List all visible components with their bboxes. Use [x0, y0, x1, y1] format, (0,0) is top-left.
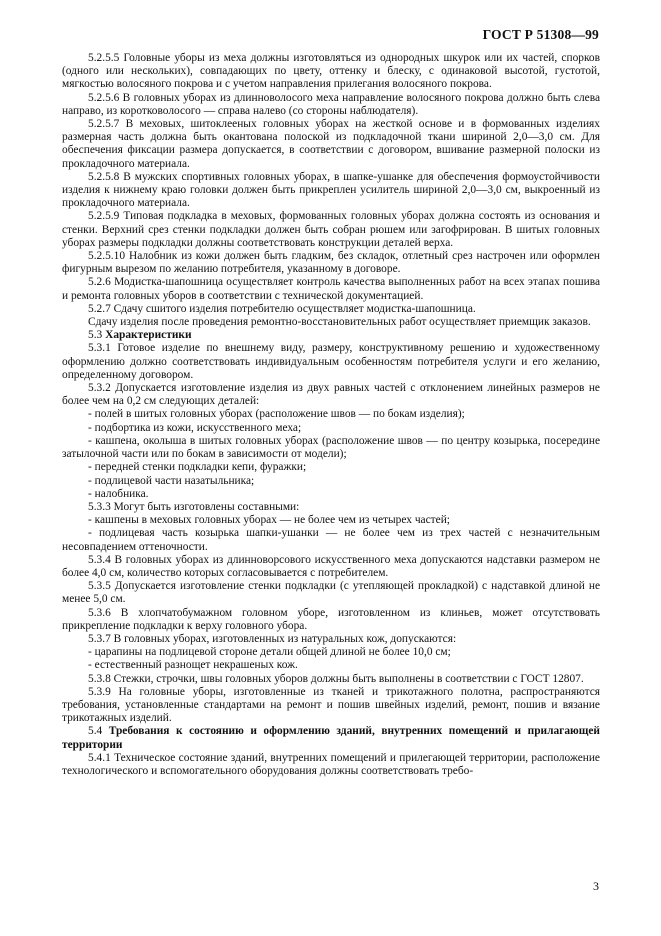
- list-item: - передней стенки подкладки кепи, фуражки;: [88, 461, 307, 474]
- section-title: Характеристики: [105, 329, 192, 342]
- paragraph: 5.3.2 Допускается изготовление изделия из двух равных частей с отклонением линейных размеров не более чем на 0,2 см следующих деталей:: [62, 382, 600, 408]
- paragraph: 5.2.7 Сдачу сшитого изделия потребителю осуществляет модистка-шапошница.: [88, 302, 476, 315]
- paragraph: 5.2.5.8 В мужских спортивных головных уборах, в шапке-ушанке для обеспечения формоустойчивости изделия к нижнему краю головки должен быть прикреплен усилитель шириной 2,0—3,0 см, выкроенный из прокладочного материала.: [62, 170, 600, 210]
- paragraph: 5.2.5.9 Типовая подкладка в меховых, формованных головных уборах должна состоять из основания и стенки. Верхний срез стенки подкладки должен быть собран рюшем или загофрирован. В шитых головных уборах размеры подкладки должны соответствовать конструкции деталей верха.: [62, 210, 600, 249]
- paragraph: 5.2.5.6 В головных уборах из длинноволосого меха направление волосяного покрова должно быть слева направо, из коротковолосого — справа налево (со стороны наблюдателя).: [62, 91, 600, 117]
- list-item: - кашпена, околыша в шитых головных уборах (расположение швов — по центру козырька, посередине затылочной части или по бокам в зависимости от модели);: [62, 434, 600, 461]
- section-number: 5.4: [88, 725, 103, 738]
- list-item: - естественный разнощет некрашеных кож.: [88, 659, 298, 672]
- section-heading: [62, 329, 600, 342]
- list-item: - налобника.: [88, 487, 149, 500]
- section-title: Требования к состоянию и оформлению зданий, внутренних помещений и прилагающей территории: [62, 725, 600, 751]
- list-item: - подбортика из кожи, искусственного меха;: [88, 421, 302, 434]
- paragraph: 5.3.4 В головных уборах из длинноворсового искусственного меха допускаются надставки размером не более 4,0 см, количество которых согласовывается с потребителем.: [62, 553, 600, 579]
- list-item: - царапины на подлицевой стороне детали общей длиной не более 10,0 см;: [88, 646, 451, 659]
- page-number: 3: [593, 879, 599, 893]
- paragraph: 5.3.9 На головные уборы, изготовленные из тканей и трикотажного полотна, распространяются требования, установленные стандартами на ремонт и пошив швейных изделий, ремонт, пошив и вязание трикотажных изделий.: [62, 685, 600, 725]
- standard-code: ГОСТ Р 51308—99: [482, 27, 599, 42]
- paragraph: 5.3.1 Готовое изделие по внешнему виду, размеру, конструктивному решению и художественному оформлению должно соответствовать индивидуальным особенностям потребителя услуги и его желанию, определенному договором.: [62, 342, 600, 381]
- list-item: - полей в шитых головных уборах (расположение швов — по бокам изделия);: [88, 408, 465, 421]
- paragraph: 5.2.5.7 В меховых, шитоклееных головных уборах на жесткой основе и в формованных изделиях размерная часть должна быть окантована полоской из подкладочной ткани шириной 2,0—3,0 см. Для обеспечения фиксации размера допускается, в соответствии с договором, вшивание размерной полоски из прокладочного материала.: [62, 118, 600, 170]
- paragraph: 5.2.5.10 Налобник из кожи должен быть гладким, без складок, отлетный срез настрочен или оформлен фигурным вырезом по желанию потребителя, указанному в договоре.: [62, 250, 600, 276]
- list-item: - подлицевая часть козырька шапки-ушанки — не более чем из трех частей с незначительным несовпадением оттеночности.: [62, 527, 600, 553]
- paragraph: 5.3.3 Могут быть изготовлены составными:: [88, 500, 300, 513]
- paragraph: 5.3.7 В головных уборах, изготовленных из натуральных кож, допускаются:: [88, 632, 457, 645]
- paragraph: 5.4.1 Техническое состояние зданий, внутренних помещений и прилегающей территории, расположение технологического и вспомогательного оборудования должны соответствовать требо-: [62, 751, 600, 777]
- section-heading: [62, 725, 600, 751]
- paragraph: 5.2.6 Модистка-шапошница осуществляет контроль качества выполненных работ на всех этапах пошива и ремонта головных уборов в соответствии с технической документацией.: [62, 276, 600, 302]
- section-number: 5.3: [88, 329, 103, 342]
- list-item: - подлицевой части назатыльника;: [88, 474, 255, 487]
- paragraph: 5.2.5.5 Головные уборы из меха должны изготовляться из однородных шкурок или их частей, спорков (одного или нескольких), совпадающих по цвету, оттенку и блеску, с одинаковой высотой, густотой, мягкостью волосяного покрова и с учетом направления прилегания волосяного покрова.: [62, 52, 600, 91]
- list-item: - кашпены в меховых головных уборах — не более чем из четырех частей;: [88, 514, 450, 527]
- paragraph: 5.3.6 В хлопчатобумажном головном уборе, изготовленном из клиньев, может отсутствовать прикрепление подкладки к верху головного убора.: [62, 606, 600, 632]
- document-body: [62, 52, 600, 778]
- paragraph: 5.3.5 Допускается изготовление стенки подкладки (с утепляющей прокладкой) с надставкой длиной не менее 5,0 см.: [62, 580, 600, 606]
- paragraph: 5.3.8 Стежки, строчки, швы головных уборов должны быть выполнены в соответствии с ГОСТ 12807.: [88, 672, 584, 685]
- paragraph: Сдачу изделия после проведения ремонтно-восстановительных работ осуществляет приемщик заказов.: [88, 316, 591, 329]
